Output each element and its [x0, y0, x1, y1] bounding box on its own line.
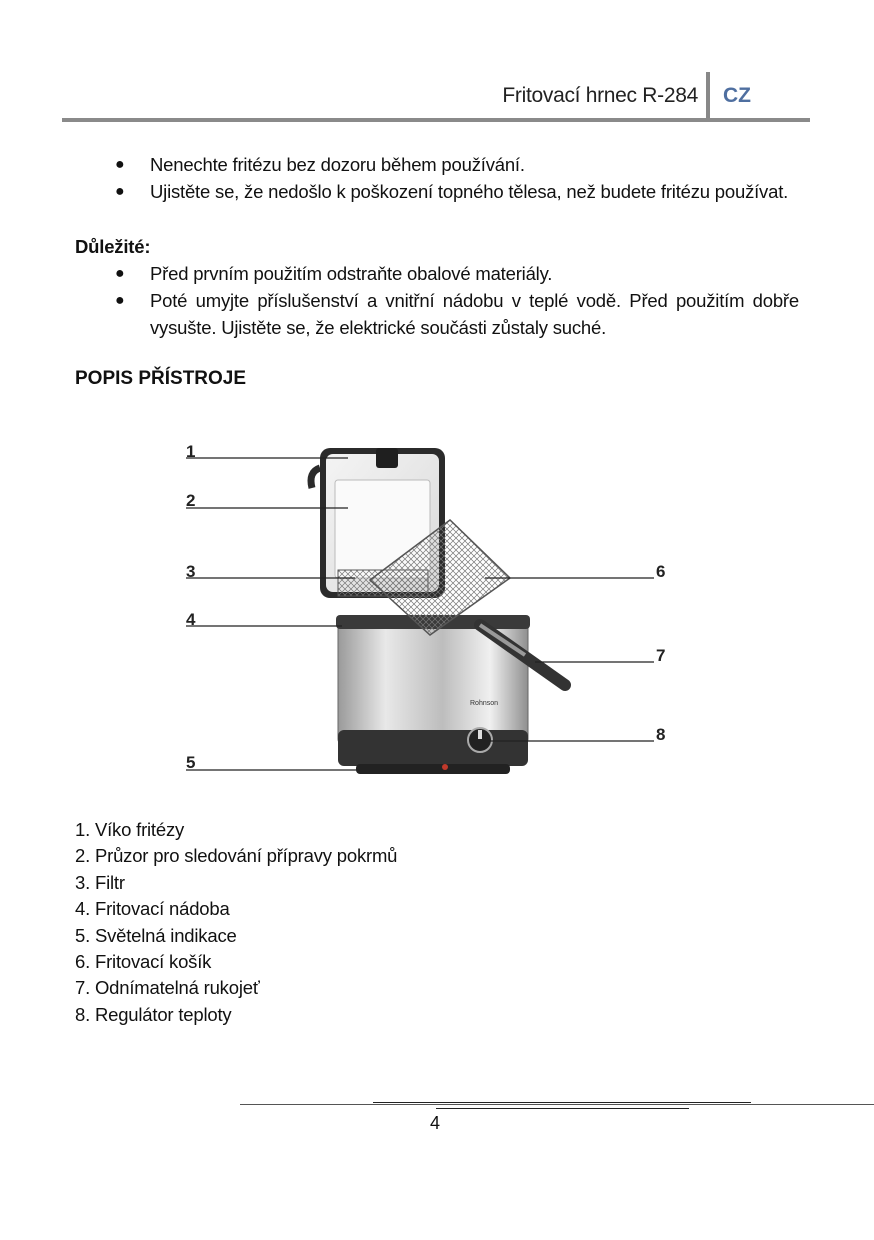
list-item — [75, 151, 799, 178]
list-item-text: Nenechte fritézu bez dozoru během používání. — [150, 154, 525, 175]
callout-number: 5 — [186, 753, 196, 772]
bullet-icon: ● — [115, 265, 125, 282]
list-item — [75, 287, 799, 341]
warning-list — [75, 151, 799, 205]
important-label: Důležité: — [75, 236, 151, 257]
list-item — [75, 178, 799, 205]
page-number: 4 — [430, 1113, 441, 1133]
callout-number: 4 — [186, 610, 196, 629]
header-divider — [706, 72, 710, 120]
legend-item: 2. Průzor pro sledování přípravy pokrmů — [75, 845, 398, 867]
callout-number: 6 — [656, 562, 666, 581]
fryer-diagram — [180, 430, 680, 795]
callout-number: 7 — [656, 646, 666, 665]
legend-item: 5. Světelná indikace — [75, 924, 237, 946]
bullet-icon: ● — [115, 292, 125, 309]
legend-item: 4. Fritovací nádoba — [75, 898, 230, 920]
language-code: CZ — [723, 84, 751, 107]
callout-number: 3 — [186, 562, 196, 581]
bullet-icon: ● — [115, 156, 125, 173]
legend-item: 6. Fritovací košík — [75, 951, 212, 973]
callout-number: 8 — [656, 725, 666, 744]
list-item — [75, 260, 799, 287]
callout-number: 1 — [186, 442, 196, 461]
legend-item: 7. Odnímatelná rukojeť — [75, 977, 260, 999]
footer-rule — [373, 1102, 751, 1103]
list-item-text: Před prvním použitím odstraňte obalové materiály. — [150, 263, 553, 284]
bullet-icon: ● — [115, 183, 125, 200]
parts-legend — [75, 817, 397, 1028]
header-rule — [62, 118, 810, 122]
legend-item: 8. Regulátor teploty — [75, 1003, 232, 1025]
callout-number: 2 — [186, 491, 196, 510]
brand-label: Rohnson — [470, 700, 499, 707]
section-heading: POPIS PŘÍSTROJE — [75, 368, 247, 389]
list-item-text: Ujistěte se, že nedošlo k poškození topného tělesa, než budete fritézu používat. — [150, 181, 789, 202]
legend-item: 1. Víko fritézy — [75, 819, 185, 840]
important-list — [75, 260, 799, 341]
document-title: Fritovací hrnec R-284 — [502, 84, 698, 107]
list-item-text: Poté umyjte příslušenství a vnitřní nádobu v teplé vodě. Před použitím dobře vysušte. Ujistěte se, že elektrické součásti zůstaly suché. — [150, 290, 799, 338]
footer-rule — [240, 1104, 874, 1105]
footer-rule — [436, 1108, 689, 1109]
legend-item: 3. Filtr — [75, 871, 125, 893]
